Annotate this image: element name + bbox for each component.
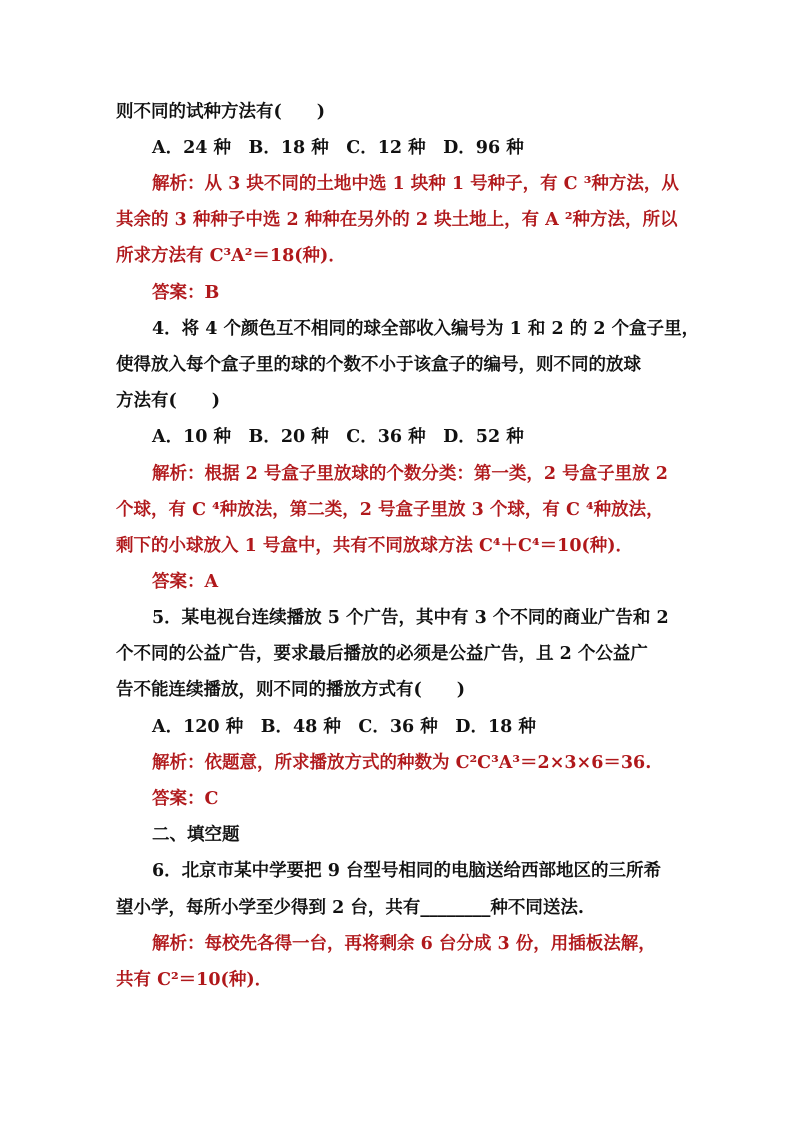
- solution-line: 其余的 3 种种子中选 2 种种在另外的 2 块土地上，有 A ²种方法，所以: [116, 210, 678, 230]
- answer-options: A．10 种 B．20 种 C．36 种 D．52 种: [152, 427, 524, 447]
- answer-line: 答案：A: [152, 572, 219, 592]
- question-line: 6．北京市某中学要把 9 台型号相同的电脑送给西部地区的三所希: [152, 861, 662, 881]
- solution-line: 共有 C²＝10(种)．: [116, 970, 273, 990]
- answer-line: 答案：C: [152, 789, 219, 809]
- answer-options: A．24 种 B．18 种 C．12 种 D．96 种: [152, 138, 524, 158]
- solution-line: 解析：从 3 块不同的土地中选 1 块种 1 号种子，有 C ³种方法，从: [152, 174, 679, 194]
- solution-line: 个球，有 C ⁴种放法，第二类，2 号盒子里放 3 个球，有 C ⁴种放法，: [116, 500, 664, 520]
- answer-options: A．120 种 B．48 种 C．36 种 D．18 种: [152, 717, 536, 737]
- solution-line: 解析：依题意，所求播放方式的种数为 C²C³A³＝2×3×6＝36.: [152, 753, 652, 773]
- text-line: 则不同的试种方法有( ): [116, 102, 326, 122]
- solution-line: 所求方法有 C³A²＝18(种)．: [116, 246, 346, 266]
- solution-line: 解析：根据 2 号盒子里放球的个数分类：第一类，2 号盒子里放 2: [152, 464, 668, 484]
- question-line: 告不能连续播放，则不同的播放方式有( ): [116, 680, 466, 700]
- question-line: 个不同的公益广告，要求最后播放的必须是公益广告，且 2 个公益广: [116, 644, 648, 664]
- question-line: 望小学，每所小学至少得到 2 台，共有________种不同送法.: [116, 898, 584, 918]
- solution-line: 剩下的小球放入 1 号盒中，共有不同放球方法 C⁴＋C⁴＝10(种)．: [116, 536, 634, 556]
- question-line: 4．将 4 个颜色互不相同的球全部收入编号为 1 和 2 的 2 个盒子里，: [152, 319, 700, 339]
- question-line: 方法有( ): [116, 391, 221, 411]
- question-line: 5．某电视台连续播放 5 个广告，其中有 3 个不同的商业广告和 2: [152, 608, 669, 628]
- answer-line: 答案：B: [152, 283, 220, 303]
- section-heading: 二、填空题: [152, 825, 240, 845]
- question-line: 使得放入每个盒子里的球的个数不小于该盒子的编号，则不同的放球: [116, 355, 641, 375]
- solution-line: 解析：每校先各得一台，再将剩余 6 台分成 3 份，用插板法解，: [152, 934, 656, 954]
